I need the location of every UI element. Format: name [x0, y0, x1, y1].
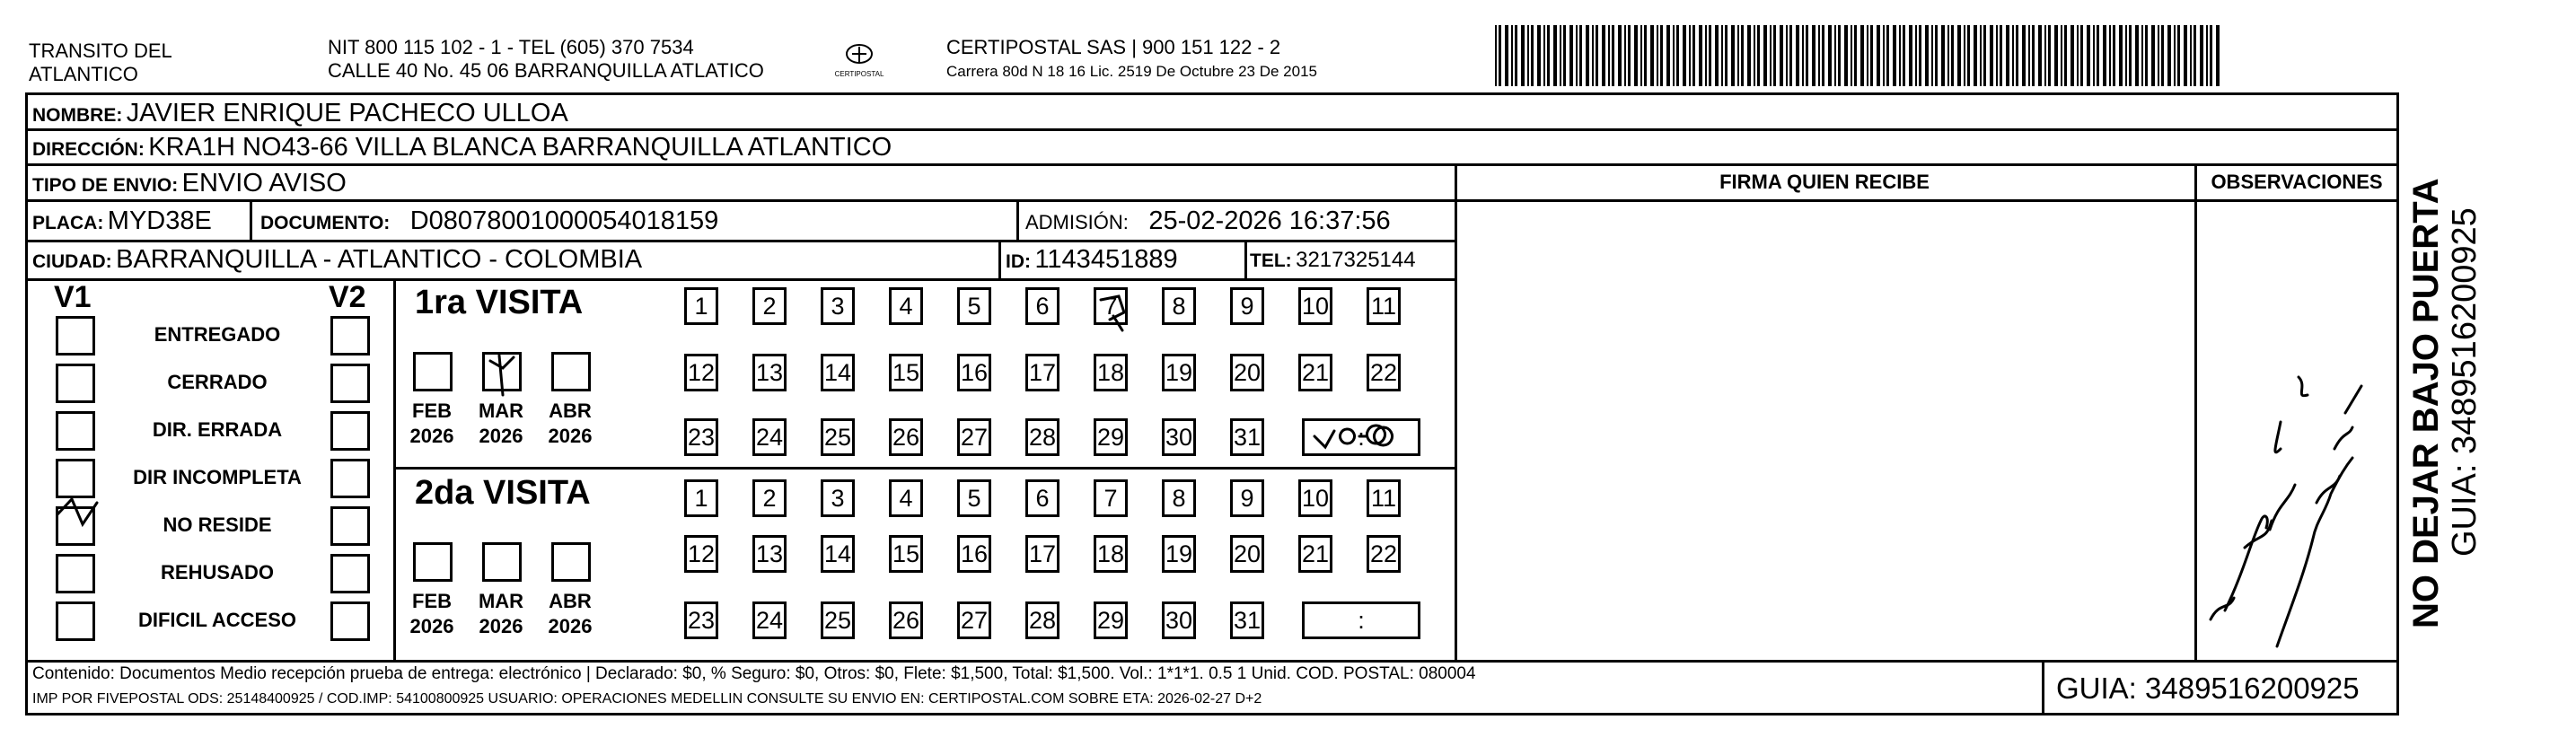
nit-line: NIT 800 115 102 - 1 - TEL (605) 370 7534 — [328, 36, 694, 58]
day-box[interactable]: 1 — [684, 287, 718, 325]
nombre-value: JAVIER ENRIQUE PACHECO ULLOA — [126, 99, 568, 127]
day-box[interactable]: 22 — [1367, 354, 1401, 391]
signature-2 — [2277, 386, 2361, 646]
day-box[interactable]: 24 — [752, 418, 787, 456]
day-box[interactable]: 31 — [1230, 601, 1264, 639]
tipo-label: TIPO DE ENVIO: — [32, 175, 179, 196]
mark-mar — [490, 356, 514, 395]
day-box[interactable]: 6 — [1025, 287, 1059, 325]
id-label: ID: — [1006, 251, 1031, 272]
month-label: ABR — [549, 590, 592, 612]
day-box[interactable]: 17 — [1025, 535, 1059, 573]
first-visit-title: 1ra VISITA — [415, 284, 584, 321]
second-visit-title: 2da VISITA — [415, 474, 591, 512]
placa-value: MYD38E — [107, 206, 212, 235]
month-year: 2026 — [409, 425, 454, 447]
day-box[interactable]: 22 — [1367, 535, 1401, 573]
mark-day-7 — [1101, 296, 1124, 330]
id-value: 1143451889 — [1034, 245, 1178, 274]
day-box[interactable]: 11 — [1367, 287, 1401, 325]
admision-label: ADMISIÓN: — [1025, 211, 1129, 233]
logo-text: CERTIPOSTAL — [834, 70, 884, 78]
handwritten-time — [1314, 426, 1393, 447]
footer-divider — [2042, 660, 2044, 715]
footer-line1: Contenido: Documentos Medio recepción prueba de entrega: electrónico | Declarado: $0, % Seguro: $0, Otros: $0, Flete: $1,500, Total: $1,500. Vol.: 1*1*1. 0.5 1 Unid. COD. POSTAL: 080004 — [32, 664, 1476, 683]
option-label: NO RESIDE — [163, 514, 272, 536]
day-box[interactable]: 4 — [889, 287, 923, 325]
time-box[interactable]: : — [1302, 418, 1420, 456]
day-box[interactable]: 20 — [1230, 354, 1264, 391]
day-box[interactable]: 4 — [889, 479, 923, 517]
option-label: REHUSADO — [161, 561, 274, 584]
footer-guia: GUIA: 3489516200925 — [2056, 672, 2360, 705]
day-box[interactable]: 19 — [1162, 535, 1196, 573]
direccion-label: DIRECCIÓN: — [32, 139, 145, 160]
option-label: DIR INCOMPLETA — [133, 466, 302, 488]
footer-line2: IMP POR FIVEPOSTAL ODS: 25148400925 / COD.IMP: 54100800925 USUARIO: OPERACIONES MEDELLIN CONSULTE SU ENVIO EN: CERTIPOSTAL.COM SOBRE ETA: 2026-02-27 D+2 — [32, 691, 1262, 707]
side-guia: GUIA: 3489516200925 — [2446, 207, 2484, 557]
option-label: DIR. ERRADA — [152, 418, 283, 441]
signature — [2211, 377, 2308, 619]
day-box[interactable]: 1 — [684, 479, 718, 517]
month-year: 2026 — [548, 615, 593, 637]
day-box[interactable]: 2 — [752, 479, 787, 517]
option-label: CERRADO — [167, 371, 268, 393]
day-box[interactable]: 12 — [684, 354, 718, 391]
placa-label: PLACA: — [32, 213, 104, 233]
license-line: Carrera 80d N 18 16 Lic. 2519 De Octubre 23 De 2015 — [946, 63, 1317, 80]
month-year: 2026 — [409, 615, 454, 637]
certipostal-line: CERTIPOSTAL SAS | 900 151 122 - 2 — [946, 36, 1281, 58]
month-year: 2026 — [479, 425, 523, 447]
observaciones-header: OBSERVACIONES — [2211, 171, 2383, 193]
day-box[interactable]: 8 — [1162, 479, 1196, 517]
day-box[interactable]: 25 — [821, 601, 855, 639]
month-label: ABR — [549, 399, 592, 422]
admision-value: 25-02-2026 16:37:56 — [1148, 206, 1391, 235]
day-box[interactable]: 28 — [1025, 418, 1059, 456]
tel-value: 3217325144 — [1296, 248, 1416, 272]
day-box[interactable]: 7 — [1094, 479, 1128, 517]
day-box[interactable]: 26 — [889, 601, 923, 639]
day-box[interactable]: 2 — [752, 287, 787, 325]
day-box[interactable]: 15 — [889, 535, 923, 573]
day-box[interactable]: 12 — [684, 535, 718, 573]
day-box[interactable]: 6 — [1025, 479, 1059, 517]
day-box[interactable]: 21 — [1298, 354, 1332, 391]
day-box[interactable]: 18 — [1094, 535, 1128, 573]
day-box[interactable]: 27 — [957, 418, 991, 456]
time-box[interactable]: : — [1302, 601, 1420, 639]
tipo-value: ENVIO AVISO — [181, 169, 347, 198]
option-label: DIFICIL ACCESO — [137, 609, 296, 631]
day-box[interactable]: 9 — [1230, 287, 1264, 325]
v1-label: V1 — [54, 280, 92, 314]
day-box[interactable]: 9 — [1230, 479, 1264, 517]
day-box[interactable]: 28 — [1025, 601, 1059, 639]
direccion-value: KRA1H NO43-66 VILLA BLANCA BARRANQUILLA ATLANTICO — [148, 133, 892, 162]
day-box[interactable]: 31 — [1230, 418, 1264, 456]
day-box[interactable]: 20 — [1230, 535, 1264, 573]
day-box[interactable]: 16 — [957, 535, 991, 573]
day-box[interactable]: 11 — [1367, 479, 1401, 517]
day-box[interactable]: 16 — [957, 354, 991, 391]
day-box[interactable]: 23 — [684, 418, 718, 456]
day-box[interactable]: 18 — [1094, 354, 1128, 391]
day-box[interactable]: 26 — [889, 418, 923, 456]
tel-label: TEL: — [1250, 250, 1292, 271]
ciudad-label: CIUDAD: — [32, 251, 112, 272]
day-box[interactable]: 29 — [1094, 418, 1128, 456]
month-year: 2026 — [548, 425, 593, 447]
company-line2: ATLANTICO — [29, 63, 138, 85]
option-label: ENTREGADO — [154, 323, 281, 346]
check-mark-no-reside — [57, 499, 97, 524]
day-box[interactable]: 30 — [1162, 601, 1196, 639]
day-box[interactable]: 3 — [821, 287, 855, 325]
day-box[interactable]: 17 — [1025, 354, 1059, 391]
company-line1: TRANSITO DEL — [29, 40, 172, 62]
day-box[interactable]: 10 — [1298, 287, 1332, 325]
side-warning: NO DEJAR BAJO PUERTA — [2406, 178, 2446, 628]
day-box[interactable]: 13 — [752, 535, 787, 573]
day-box[interactable]: 21 — [1298, 535, 1332, 573]
day-box[interactable]: 14 — [821, 354, 855, 391]
month-label: FEB — [412, 399, 452, 422]
v2-label: V2 — [329, 280, 366, 314]
month-label: MAR — [478, 399, 524, 422]
day-box[interactable]: 24 — [752, 601, 787, 639]
firma-header: FIRMA QUIEN RECIBE — [1719, 171, 1930, 193]
day-box[interactable]: 15 — [889, 354, 923, 391]
day-box[interactable]: 10 — [1298, 479, 1332, 517]
day-box[interactable]: 19 — [1162, 354, 1196, 391]
day-box[interactable]: 14 — [821, 535, 855, 573]
day-box[interactable]: 27 — [957, 601, 991, 639]
day-box[interactable]: 5 — [957, 479, 991, 517]
documento-value: D08078001000054018159 — [409, 206, 719, 235]
day-box[interactable]: 29 — [1094, 601, 1128, 639]
address-line: CALLE 40 No. 45 06 BARRANQUILLA ATLATICO — [328, 59, 764, 82]
nombre-label: NOMBRE: — [32, 105, 123, 126]
day-box[interactable]: 30 — [1162, 418, 1196, 456]
ciudad-value: BARRANQUILLA - ATLANTICO - COLOMBIA — [116, 245, 643, 274]
day-box[interactable]: 3 — [821, 479, 855, 517]
day-box[interactable]: 25 — [821, 418, 855, 456]
day-box[interactable]: 13 — [752, 354, 787, 391]
month-label: MAR — [478, 590, 524, 612]
day-box[interactable]: 7 — [1094, 287, 1128, 325]
day-box[interactable]: 23 — [684, 601, 718, 639]
day-box[interactable]: 8 — [1162, 287, 1196, 325]
documento-label: DOCUMENTO: — [260, 213, 391, 233]
month-label: FEB — [412, 590, 452, 612]
month-year: 2026 — [479, 615, 523, 637]
day-box[interactable]: 5 — [957, 287, 991, 325]
